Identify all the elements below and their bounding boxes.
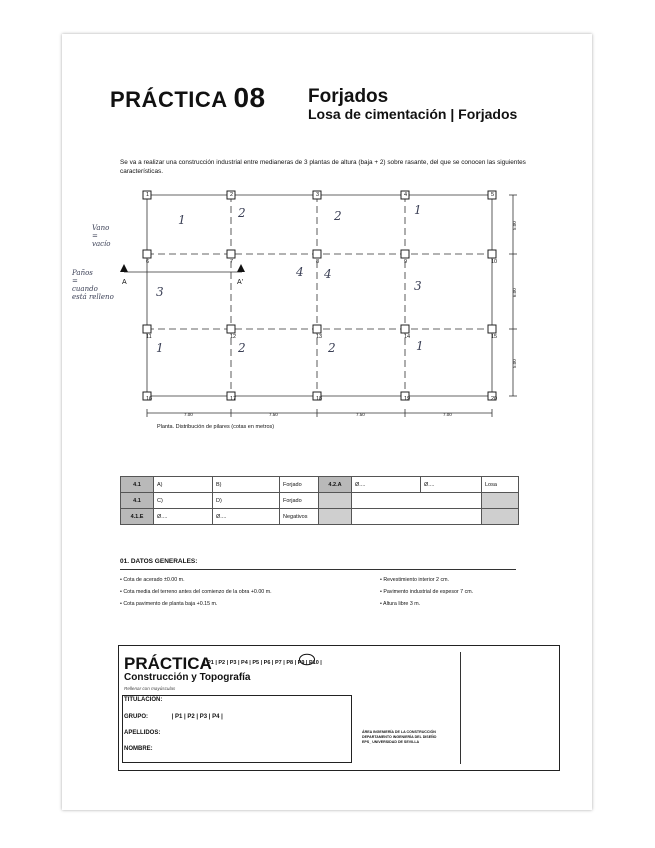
table-cell: Negativos [280, 509, 319, 525]
subject-title: Forjados [308, 86, 389, 107]
handwritten-mark: 2 [238, 341, 246, 355]
general-left-list [120, 574, 350, 610]
practice-word: PRÁCTICA [110, 87, 227, 112]
subject-subtitle: Losa de cimentación | Forjados [308, 106, 518, 122]
pillar-label: 4 [404, 192, 408, 198]
handwritten-note: Vano = vacío [92, 224, 111, 248]
dim-bottom: 7.50 [269, 412, 278, 417]
plan-caption: Planta. Distribución de pilares (cotas en metros) [157, 424, 275, 430]
practice-number: 08 [233, 82, 266, 113]
pillar-6 [143, 250, 151, 258]
student-form [122, 695, 352, 763]
table-row [121, 509, 519, 525]
list-item: • Cota pavimento de planta baja +0.15 m. [120, 601, 218, 607]
table-cell[interactable]: Ø.... [154, 509, 213, 525]
pillar-7 [227, 250, 235, 258]
title-block-divider [460, 652, 461, 764]
pillar-15 [488, 325, 496, 333]
pillar-10 [488, 250, 496, 258]
handwritten-mark: 3 [156, 285, 164, 299]
pillar-label: 16 [146, 396, 153, 402]
table-cell: 4.2.A [319, 477, 352, 493]
section-label-a-prime: A' [237, 279, 244, 286]
pillar-13 [313, 325, 321, 333]
department-info: ÁREA INGENIERÍA DE LA CONSTRUCCIÓN DEPARTAMENTO INGENIERÍA DEL DISEÑO EPS_ UNIVERSIDAD DE SEVILLA [362, 730, 437, 744]
handwritten-mark: 1 [156, 341, 164, 355]
dim-right: 6.00 [512, 288, 517, 297]
pillar-label: 7 [230, 259, 234, 265]
handwritten-note: Paños = cuando está relleno [72, 269, 114, 301]
handwritten-mark: 4 [296, 265, 304, 279]
pillar-label: 13 [316, 334, 323, 340]
table-cell: Forjado [280, 493, 319, 509]
table-cell[interactable]: C) [154, 493, 213, 509]
table-cell [482, 509, 519, 525]
handwritten-mark: 2 [328, 341, 336, 355]
handwritten-mark: 1 [414, 203, 422, 217]
pillar-label: 8 [316, 259, 320, 265]
table-cell[interactable]: B) [213, 477, 280, 493]
section-title: 01. DATOS GENERALES: [120, 558, 198, 565]
pillar-label: 20 [491, 396, 498, 402]
pillar-label: 9 [404, 259, 408, 265]
nombre-field[interactable]: NOMBRE: [124, 746, 153, 752]
answer-table [120, 476, 519, 525]
table-cell[interactable] [352, 509, 482, 525]
pillar-label: 14 [404, 334, 411, 340]
table-row [121, 493, 519, 509]
pillar-label: 5 [491, 192, 495, 198]
pillar-label: 18 [316, 396, 323, 402]
dim-right: 5.00 [512, 359, 517, 368]
apellidos-field[interactable]: APELLIDOS: [124, 730, 161, 736]
pillar-label: 10 [491, 259, 498, 265]
handwritten-mark: 2 [238, 206, 246, 220]
list-item: • Altura libre 3 m. [380, 601, 421, 607]
pillar-label: 17 [230, 396, 237, 402]
title-block-note: Rellenar con mayúsculas [124, 686, 176, 691]
table-cell[interactable]: D) [213, 493, 280, 509]
dim-bottom: 7.00 [443, 412, 452, 417]
table-cell: Losa [482, 477, 519, 493]
handwritten-mark: 3 [414, 279, 422, 293]
dim-bottom: 7.50 [356, 412, 365, 417]
practice-list: | P1 | P2 | P3 | P4 | P5 | P6 | P7 | P8 | P9 | P10 | [204, 660, 322, 666]
pillar-label: 15 [491, 334, 498, 340]
pillar-label: 2 [230, 192, 234, 198]
general-right-list [380, 574, 530, 610]
pillar-11 [143, 325, 151, 333]
dim-bottom: 7.00 [184, 412, 193, 417]
table-cell[interactable]: Ø.... [352, 477, 421, 493]
list-item: • Pavimento industrial de espesor 7 cm. [380, 589, 474, 595]
pillar-8 [313, 250, 321, 258]
table-cell [482, 493, 519, 509]
pillar-label: 6 [146, 259, 150, 265]
pillar-14 [401, 325, 409, 333]
table-cell [319, 509, 352, 525]
table-cell[interactable]: Ø.... [421, 477, 482, 493]
dim-right: 5.00 [512, 221, 517, 230]
pillar-label: 11 [146, 334, 152, 340]
section-mark-a-prime [237, 264, 245, 272]
pillar-label: 1 [146, 192, 150, 198]
table-cell: 4.1.E [121, 509, 154, 525]
table-row [121, 477, 519, 493]
section-mark-a [120, 264, 128, 272]
handwritten-mark: 4 [324, 267, 332, 281]
handwritten-mark: 1 [178, 213, 186, 227]
pillar-label: 12 [230, 334, 237, 340]
intro-paragraph: Se va a realizar una construcción industrial entre medianeras de 3 plantas de altura (baja + 2) sobre rasante, del que se conocen las siguientes características. [120, 159, 526, 175]
pillar-12 [227, 325, 235, 333]
list-item: • Cota media del terreno antes del comienzo de la obra +0.00 m. [120, 589, 272, 595]
handwritten-mark: 1 [416, 339, 424, 353]
table-cell: 4.1 [121, 477, 154, 493]
circled-practice-mark [298, 653, 316, 666]
handwritten-mark: 2 [334, 209, 342, 223]
title-block-subject: Construcción y Topografía [124, 672, 251, 683]
table-cell: Forjado [280, 477, 319, 493]
grupo-field[interactable]: GRUPO: | P1 | P2 | P3 | P4 | [124, 714, 223, 720]
titulacion-field[interactable]: TITULACIÓN: [124, 697, 163, 703]
table-cell[interactable]: Ø.... [213, 509, 280, 525]
table-cell[interactable]: A) [154, 477, 213, 493]
table-cell[interactable] [352, 493, 482, 509]
section-divider [120, 569, 516, 570]
document-sheet [62, 34, 592, 810]
pillar-label: 19 [404, 396, 411, 402]
title-block-heading: PRÁCTICA [124, 654, 212, 673]
table-cell [319, 493, 352, 509]
pillar-9 [401, 250, 409, 258]
list-item: • Cota de acerado ±0.00 m. [120, 577, 185, 583]
table-cell: 4.1 [121, 493, 154, 509]
list-item: • Revestimiento interior 2 cm. [380, 577, 449, 583]
section-label-a: A [122, 279, 127, 286]
pillar-label: 3 [316, 192, 320, 198]
